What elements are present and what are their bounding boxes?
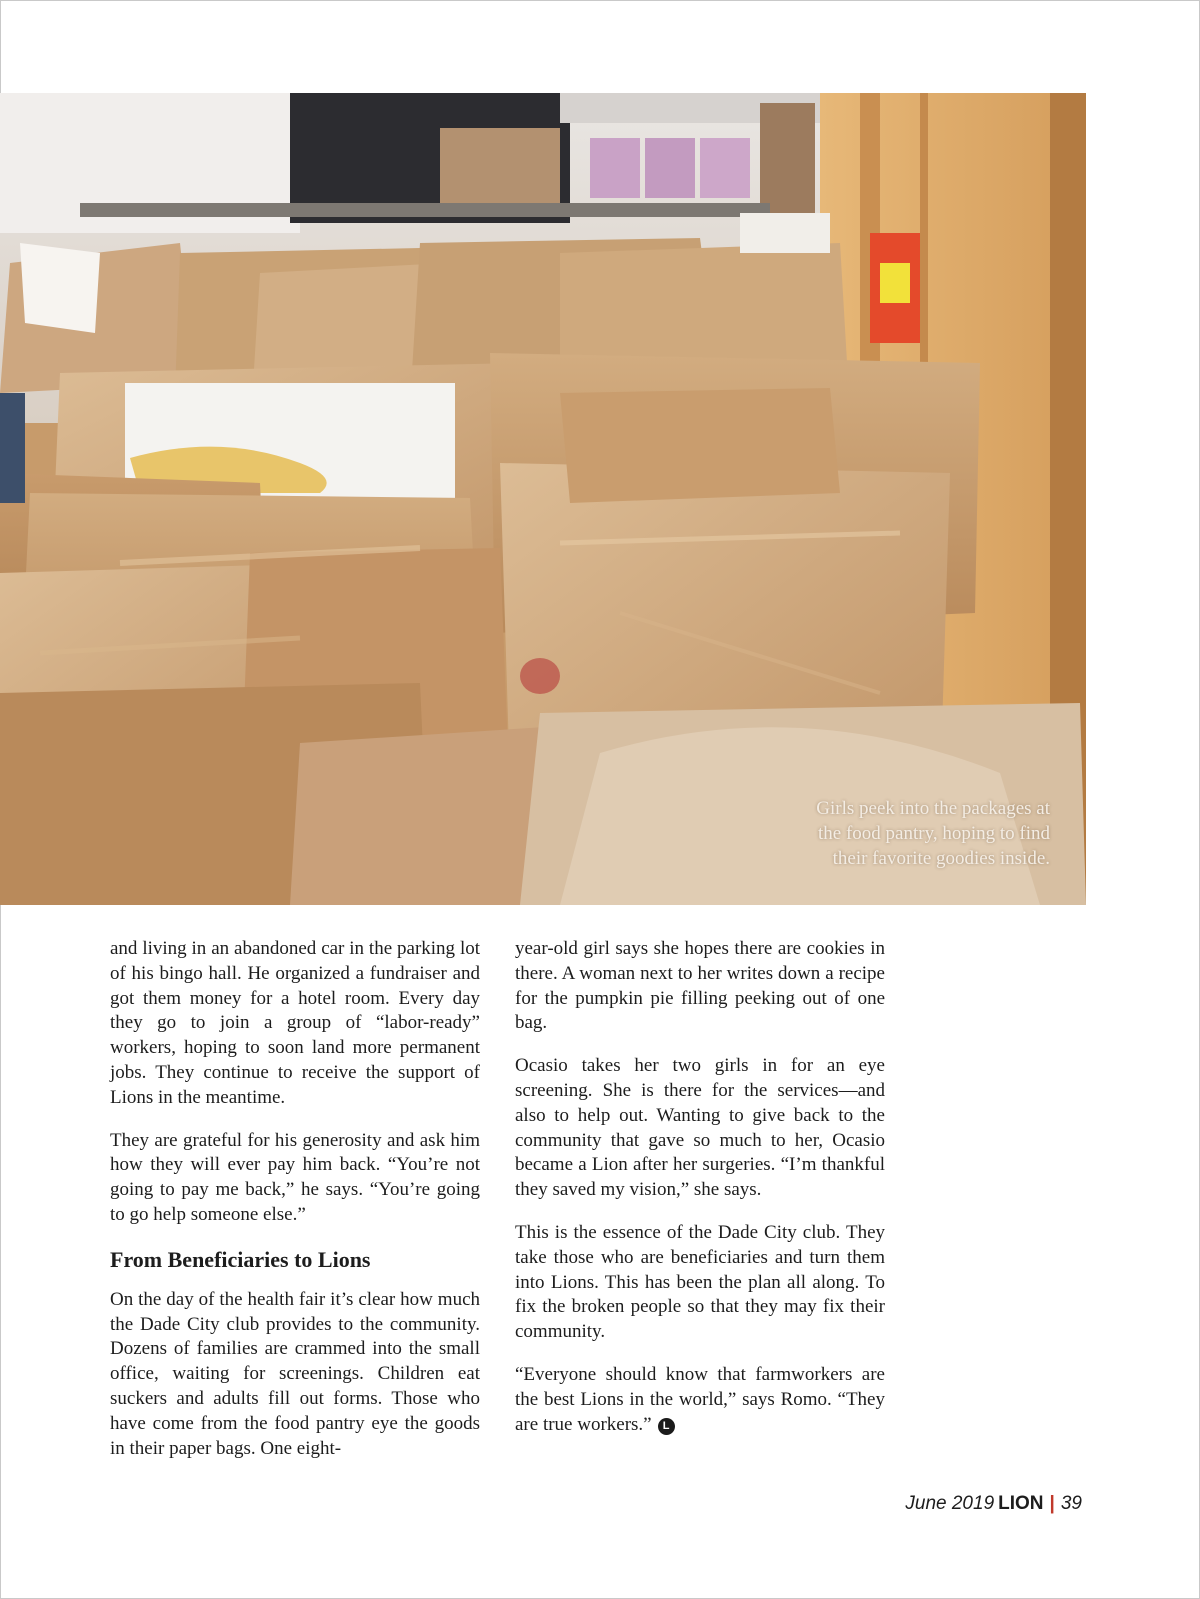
caption-line-1: Girls peek into the packages at [816, 798, 1050, 819]
closing-paragraph [515, 1363, 885, 1437]
magazine-name: LION [998, 1493, 1044, 1514]
caption-line-2: the food pantry, hoping to find [817, 823, 1050, 844]
body-paragraph: On the day of the health fair it’s clear how much the Dade City club provides to the community. Dozens of families are crammed into the small office, waiting for screenings. Children eat suckers and adults fill out forms. Those who have come from the food pantry eye the goods in their paper bags. One eight- [110, 1288, 480, 1459]
left-text-column [110, 937, 480, 1479]
body-paragraph: This is the essence of the Dade City club. They take those who are beneficiaries and turn them into Lions. This has been the plan all along. To fix the broken people so that they may fix their community. [515, 1221, 885, 1343]
page-folio [905, 1493, 1082, 1515]
food-pantry-photo [0, 93, 1086, 905]
section-heading: From Beneficiaries to Lions [110, 1246, 371, 1272]
lion-end-mark-icon: L [658, 1418, 675, 1435]
photo-caption [750, 796, 1050, 871]
paper-bags-illustration [0, 93, 1086, 905]
caption-line-3: their favorite goodies inside. [832, 848, 1050, 869]
body-paragraph: They are grateful for his generosity and ask him how they will ever pay him back. “You’re not going to pay me back,” he says. “You’re going to go help someone else.” [110, 1129, 480, 1225]
issue-date: June 2019 [905, 1493, 995, 1514]
folio-separator: | [1049, 1493, 1055, 1514]
body-paragraph: year-old girl says she hopes there are cookies in there. A woman next to her writes down a recipe for the pumpkin pie filling peeking out of one bag. [515, 938, 885, 1034]
body-paragraph: Ocasio takes her two girls in for an eye screening. She is there for the services—and also to help out. Wanting to give back to the community that gave so much to her, Ocasio became a Lion after her surgeries. “I’m thankful they saved my vision,” she says. [515, 1055, 885, 1201]
right-text-column [515, 937, 885, 1455]
body-paragraph: and living in an abandoned car in the parking lot of his bingo hall. He organized a fundraiser and got them money for a hotel room. Every day they go to join a group of “labor-ready” workers, hoping to soon land more permanent jobs. They continue to receive the support of Lions in the meantime. [110, 938, 480, 1108]
page-number: 39 [1060, 1493, 1082, 1514]
closing-paragraph-text: “Everyone should know that farmworkers are the best Lions in the world,” says Romo. “They are true workers.” [515, 1363, 885, 1435]
